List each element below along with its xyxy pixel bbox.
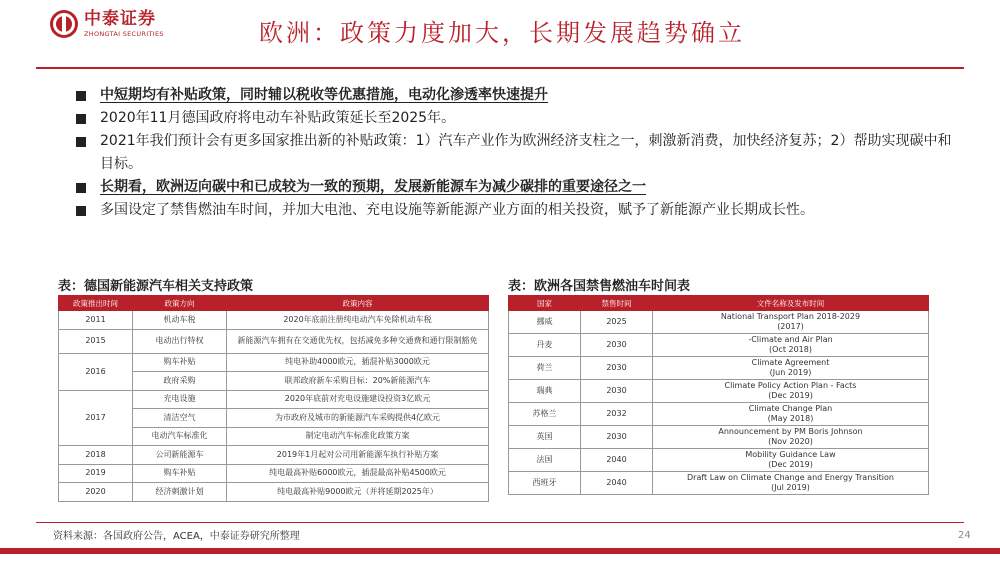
table-row: [509, 311, 929, 334]
table2-caption: 表：欧洲各国禁售燃油车时间表: [508, 279, 691, 294]
cell-doc: [653, 357, 929, 380]
title-divider: [36, 67, 964, 69]
bullet-item: [76, 130, 956, 176]
germany-policy-table: [58, 295, 489, 502]
table-row: [59, 353, 489, 372]
bullet-square-icon: [76, 91, 86, 101]
cell-year: 2030: [581, 334, 653, 357]
table2-header-year: 禁售时间: [581, 296, 653, 311]
cell-content: 2019年1月起对公司用新能源车执行补贴方案: [227, 446, 489, 465]
doc-date: (2017): [777, 322, 804, 331]
cell-doc: [653, 403, 929, 426]
doc-title: Mobility Guidance Law: [745, 450, 836, 459]
cell-country: 荷兰: [509, 357, 581, 380]
doc-title: Climate Policy Action Plan - Facts: [724, 381, 857, 390]
cell-direction: 充电设施: [133, 390, 227, 409]
footer-bar: [0, 548, 1000, 554]
cell-year: 2030: [581, 426, 653, 449]
table-row: [509, 334, 929, 357]
cell-year: 2019: [59, 464, 133, 483]
cell-doc: [653, 449, 929, 472]
doc-title: Climate Change Plan: [748, 404, 833, 413]
bullet-list: [76, 84, 956, 222]
cell-content: 纯电最高补贴9000欧元（并将延期2025年）: [227, 483, 489, 502]
page-number: 24: [958, 530, 971, 541]
doc-title: Draft Law on Climate Change and Energy Transition: [687, 473, 894, 482]
table-row: [509, 472, 929, 495]
cell-direction: 公司新能源车: [133, 446, 227, 465]
footer-divider: [36, 522, 964, 523]
cell-country: 丹麦: [509, 334, 581, 357]
bullet-item: [76, 199, 956, 222]
doc-date: (Dec 2019): [768, 391, 813, 400]
doc-title: -Climate and Air Plan: [748, 335, 833, 344]
company-logo: [50, 10, 164, 38]
cell-doc: [653, 472, 929, 495]
cell-direction: 购车补贴: [133, 464, 227, 483]
table-row: [59, 390, 489, 409]
bullet-square-icon: [76, 206, 86, 216]
bullet-item: [76, 176, 956, 199]
doc-date: (Dec 2019): [768, 460, 813, 469]
table1-header-direction: 政策方向: [133, 296, 227, 311]
cell-content: 2020年底前对充电设施建设投资3亿欧元: [227, 390, 489, 409]
cell-direction: 清洁空气: [133, 409, 227, 428]
doc-date: (Oct 2018): [769, 345, 812, 354]
cell-country: 法国: [509, 449, 581, 472]
cell-content: 制定电动汽车标准化政策方案: [227, 427, 489, 446]
cell-direction: 经济刺激计划: [133, 483, 227, 502]
cell-country: 西班牙: [509, 472, 581, 495]
doc-date: (May 2018): [767, 414, 814, 423]
table1-header-year: 政策推出时间: [59, 296, 133, 311]
table2-header-doc: 文件名称及发布时间: [653, 296, 929, 311]
table-row: [59, 483, 489, 502]
doc-title: Climate Agreement: [751, 358, 830, 367]
cell-year: 2032: [581, 403, 653, 426]
cell-direction: 电动汽车标准化: [133, 427, 227, 446]
cell-year: 2018: [59, 446, 133, 465]
doc-title: Announcement by PM Boris Johnson: [718, 427, 863, 436]
doc-title: National Transport Plan 2018-2029: [720, 312, 861, 321]
cell-content: 联邦政府新车采购目标：20%新能源汽车: [227, 372, 489, 391]
table1-caption: 表：德国新能源汽车相关支持政策: [58, 279, 254, 294]
table-row: [59, 329, 489, 353]
cell-year: 2017: [59, 390, 133, 446]
bullet-square-icon: [76, 137, 86, 147]
table-row: [509, 426, 929, 449]
table-row: [509, 449, 929, 472]
cell-content: 为市政府及城市的新能源汽车采购提供4亿欧元: [227, 409, 489, 428]
cell-doc: [653, 334, 929, 357]
cell-country: 挪威: [509, 311, 581, 334]
table-row: [509, 357, 929, 380]
cell-direction: 电动出行特权: [133, 329, 227, 353]
cell-year: 2016: [59, 353, 133, 390]
table-row: [59, 446, 489, 465]
logo-cn-text: 中泰证券: [84, 8, 156, 29]
source-note: 资料来源：各国政府公告，ACEA，中泰证券研究所整理: [53, 531, 300, 542]
cell-country: 英国: [509, 426, 581, 449]
bullet-text: 2020年11月德国政府将电动车补贴政策延长至2025年。: [100, 110, 456, 126]
doc-date: (Jun 2019): [769, 368, 812, 377]
cell-content: 纯电补助4000欧元，插混补贴3000欧元: [227, 353, 489, 372]
cell-country: 苏格兰: [509, 403, 581, 426]
cell-content: 2020年底前注册纯电动汽车免除机动车税: [227, 311, 489, 330]
page-title: 欧洲：政策力度加大，长期发展趋势确立: [259, 19, 745, 47]
cell-direction: 政府采购: [133, 372, 227, 391]
doc-date: (Nov 2020): [768, 437, 813, 446]
cell-doc: [653, 426, 929, 449]
table1-header-content: 政策内容: [227, 296, 489, 311]
cell-doc: [653, 311, 929, 334]
cell-year: 2015: [59, 329, 133, 353]
logo-en-text: ZHONGTAI SECURITIES: [84, 29, 164, 38]
bullet-text: 2021年我们预计会有更多国家推出新的补贴政策：1）汽车产业作为欧洲经济支柱之一，刺激新消费，加快经济复苏；2）帮助实现碳中和目标。: [100, 133, 952, 172]
cell-year: 2030: [581, 357, 653, 380]
cell-country: 瑞典: [509, 380, 581, 403]
doc-date: (Jul 2019): [771, 483, 810, 492]
bullet-square-icon: [76, 183, 86, 193]
bullet-text: 多国设定了禁售燃油车时间，并加大电池、充电设施等新能源产业方面的相关投资，赋予了新能源产业长期成长性。: [100, 202, 814, 218]
table-row: [59, 311, 489, 330]
cell-content: 纯电最高补贴6000欧元，插混最高补贴4500欧元: [227, 464, 489, 483]
cell-direction: 购车补贴: [133, 353, 227, 372]
cell-year: 2030: [581, 380, 653, 403]
bullet-item: [76, 107, 956, 130]
bullet-square-icon: [76, 114, 86, 124]
europe-ban-timeline-table: [508, 295, 929, 495]
cell-content: 新能源汽车拥有在交通优先权，包括减免多种交通费和通行限制豁免: [227, 329, 489, 353]
bullet-text: 中短期均有补贴政策，同时辅以税收等优惠措施，电动化渗透率快速提升: [100, 87, 548, 103]
cell-year: 2020: [59, 483, 133, 502]
cell-doc: [653, 380, 929, 403]
cell-year: 2040: [581, 472, 653, 495]
bullet-item: [76, 84, 956, 107]
table-row: [509, 403, 929, 426]
table-row: [509, 380, 929, 403]
table2-header-country: 国家: [509, 296, 581, 311]
table-row: [59, 464, 489, 483]
bullet-text: 长期看，欧洲迈向碳中和已成较为一致的预期，发展新能源车为减少碳排的重要途径之一: [100, 179, 646, 195]
cell-direction: 机动车税: [133, 311, 227, 330]
cell-year: 2011: [59, 311, 133, 330]
cell-year: 2025: [581, 311, 653, 334]
cell-year: 2040: [581, 449, 653, 472]
logo-mark-icon: [50, 10, 78, 38]
